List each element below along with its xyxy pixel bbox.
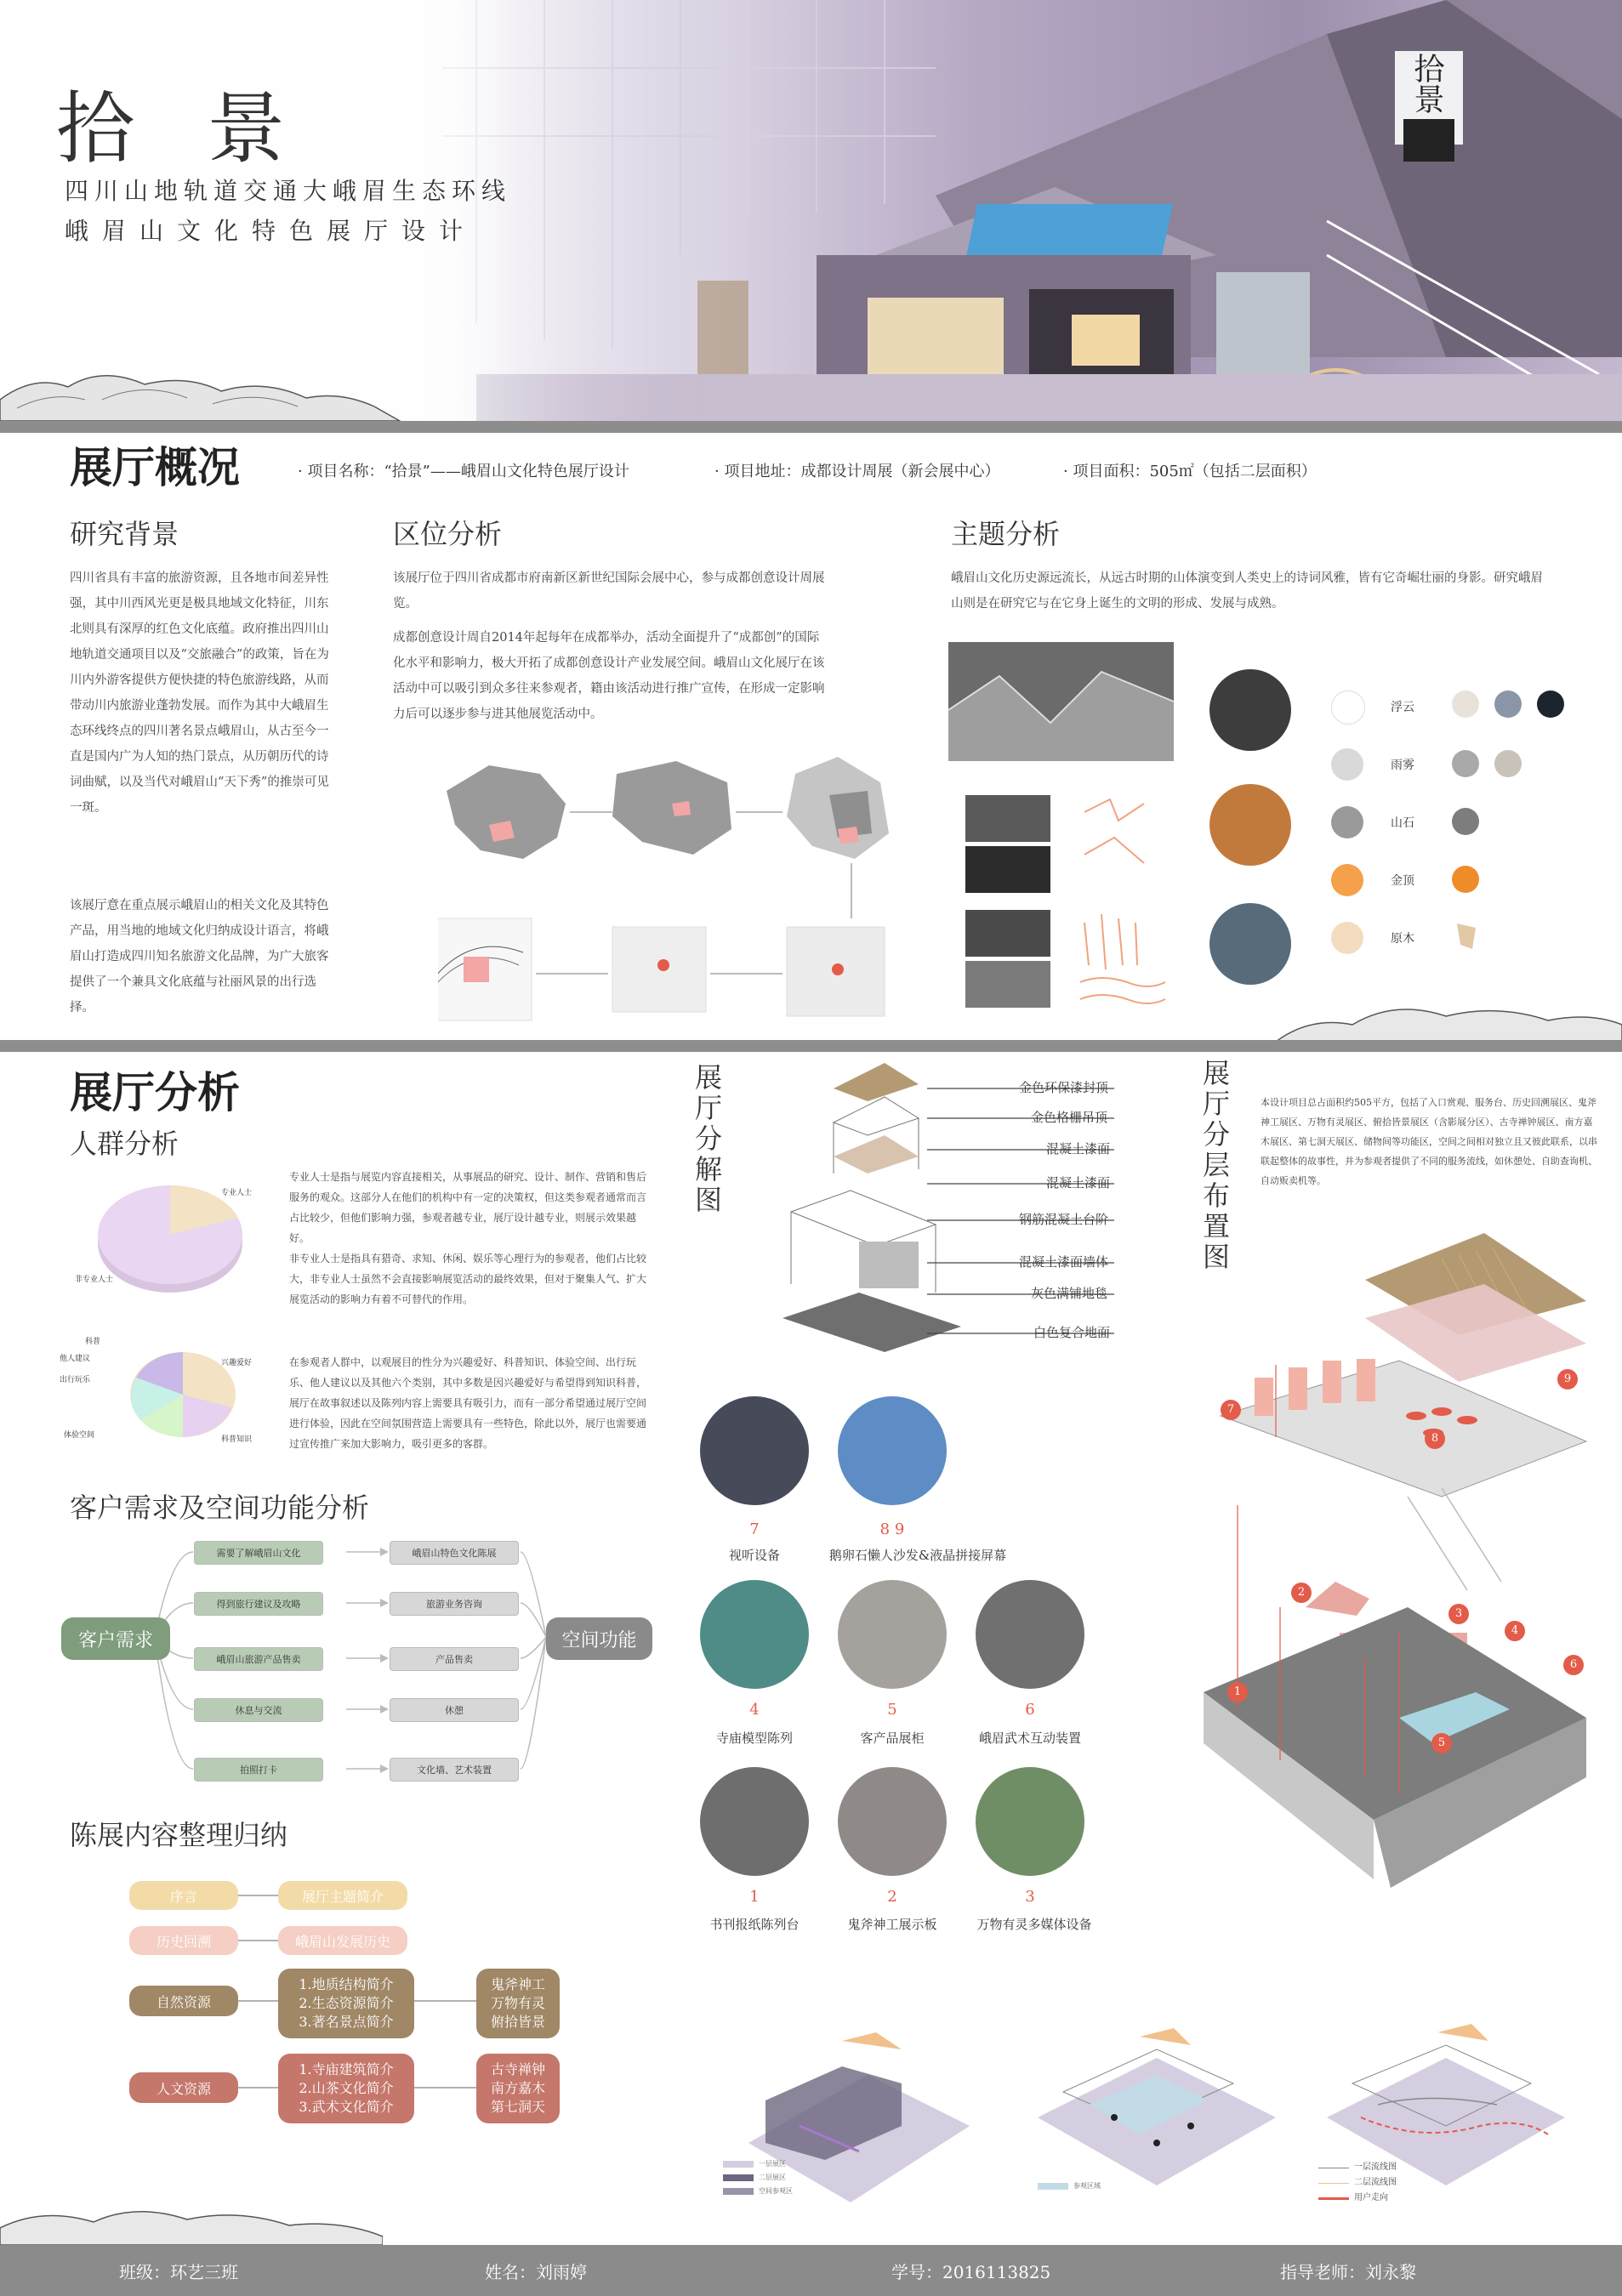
- demand-flow-lines: [61, 1535, 657, 1790]
- photo-product-cabinet: [838, 1580, 947, 1689]
- footer-student-id: 学号：2016113825: [891, 2262, 1051, 2282]
- content-connectors: [238, 1888, 485, 2117]
- content-row-1-mid: 展厅主题简介: [278, 1881, 407, 1910]
- customer-demand-node: 客户需求: [61, 1617, 170, 1660]
- crowd-text-2: 非专业人士是指具有猎奇、求知、休闲、娱乐等心理行为的参观者，他们占比较大，非专业人士虽然不会直接影响展览活动的最终效果，但对于聚集人气、扩大展览活动的影响力有着不可替代的作用。: [289, 1253, 647, 1305]
- device-label-1: 书刊报纸陈列台: [709, 1917, 800, 1932]
- space-function-node: 空间功能: [546, 1617, 652, 1660]
- function-chip-2: 旅游业务咨询: [390, 1592, 519, 1616]
- research-text-1: 四川省具有丰富的旅游资源，且各地市间差异性强，其中川西风光更是极具地域文化特征，川东北则具有深厚的红色文化底蕴。政府推出四川山地轨道交通项目以及“交旅融合”的政策，旨在为川内外游客提供方便快捷的特色旅游线路，从而带动川内旅游业蓬勃发展。而作为其中大峨眉生态环线终点的四川著名景点峨眉山，从古至今一直是国内广为人知的热门景点，从历朝历代的诗词曲赋，以及当代对峨眉山“天下秀”的推崇可见一斑。: [70, 571, 329, 815]
- theme-heading: 主题分析: [951, 518, 1061, 550]
- location-maps: [438, 757, 897, 1029]
- pie2-label-3: 体验空间: [64, 1431, 95, 1440]
- hero-banner: [0, 0, 1622, 421]
- footer-teacher: 指导老师：刘永黎: [1280, 2262, 1416, 2282]
- swatch-golden-summit: [1331, 864, 1363, 896]
- photo-newspaper-stand: [700, 1767, 809, 1876]
- divider-bar-2: [0, 1040, 1622, 1052]
- flow-legend-b: [1038, 2181, 1101, 2191]
- device-label-4: 寺庙模型陈列: [715, 1731, 793, 1746]
- pie-chart-professional: [89, 1174, 285, 1310]
- chengdu-highlight: [672, 801, 691, 816]
- layered-axonometric: [1187, 1233, 1603, 1896]
- device-label-5: 客产品展柜: [860, 1731, 925, 1746]
- photo-display-board: [838, 1767, 947, 1876]
- divider-bar: [0, 421, 1622, 433]
- layout-marker-1-label: 1: [1233, 1685, 1242, 1698]
- legend-label-wood: 原木: [1391, 932, 1414, 946]
- project-name: · 项目名称：“拾景”——峨眉山文化特色展厅设计: [298, 463, 629, 480]
- mountain-ornament-right: [1276, 991, 1622, 1042]
- photo-sofa-screen: [838, 1396, 947, 1505]
- explode-label-5: 钢筋混凝土台阶: [1019, 1212, 1109, 1227]
- device-num-8-9: 8 9: [879, 1520, 905, 1538]
- demand-chip-2: 得到旅行建议及攻略: [194, 1592, 323, 1616]
- project-site: · 项目地址：成都设计周展（新会展中心）: [714, 463, 1000, 480]
- device-num-4: 4: [749, 1701, 760, 1719]
- footer-bar: [0, 2245, 1622, 2296]
- flow-legend-a: [723, 2157, 793, 2198]
- layout-text: 本设计项目总占面积约505平方，包括了入口赏观、服务台、历史回溯展区、鬼斧神工展区、万物有灵展区、俯拾皆景展区（含影展分区）、古寺禅钟展区、南方嘉木展区、第七洞天展区、储物间等功能区，空间之间相对独立且又彼此联系，以串联起整体的故事性，并为参观者提供了不同的服务流线，如休憩处、自助查询机、自动贩卖机等。: [1261, 1097, 1597, 1186]
- explode-label-2: 金色格栅吊顶: [1031, 1110, 1108, 1125]
- crowd-text-1: 专业人士是指与展览内容直接相关，从事展品的研究、设计、制作、营销和售后服务的观众。这部分人在他们的机构中有一定的决策权，但这类参观者通常而言占比较少，但他们影响力强，参观者越专业，展厅设计越专业，则展示效果越好。: [289, 1171, 647, 1244]
- function-chip-5: 文化墙、艺术装置: [390, 1758, 519, 1782]
- content-row-2-mid: 峨眉山发展历史: [278, 1926, 407, 1955]
- legend-label-golden-summit: 金顶: [1391, 874, 1414, 888]
- flow-legend-a-2: 二层展区: [759, 2174, 786, 2181]
- explode-label-4: 混凝土漆面: [1046, 1175, 1111, 1191]
- overview-heading: 展厅概况: [70, 442, 240, 492]
- hall-analysis-heading: 展厅分析: [70, 1067, 240, 1117]
- crowd-text-3: 在参观者人群中，以观展目的性分为兴趣爱好、科普知识、体验空间、出行玩乐、他人建议以及其他六个类别，其中多数是因兴趣爱好与希望得到知识科普，展厅在故事叙述以及陈列内容上需要具有吸引力，而有一部分希望通过展厅空间进行体验，因此在空间氛围营造上需要具有一些特色，除此以外，展厅也需要通过宣传推广来加大影响力，吸引更多的客群。: [289, 1356, 647, 1450]
- demand-chip-3: 峨眉山旅游产品售卖: [194, 1647, 323, 1671]
- demand-chip-5: 拍照打卡: [194, 1758, 323, 1782]
- device-label-7: 视听设备: [728, 1548, 780, 1563]
- location-heading: 区位分析: [393, 518, 503, 550]
- subtitle-line-2: 峨眉山文化特色展厅设计: [65, 217, 477, 245]
- nature-resource-mid: 1.地质结构简介 2.生态资源简介 3.著名景点简介: [278, 1969, 414, 2038]
- flow-legend-c-3: 用户走向: [1354, 2193, 1388, 2202]
- photo-av-device: [700, 1396, 809, 1505]
- layout-title: 展厅分层布置图: [1198, 1059, 1231, 1273]
- material-swatches: [1450, 685, 1586, 958]
- pie2-label-5: 科普知识: [221, 1435, 253, 1444]
- legend-label-mist: 雨雾: [1391, 759, 1414, 772]
- legend-label-cloud: 浮云: [1391, 701, 1414, 714]
- device-num-7: 7: [749, 1520, 760, 1538]
- pie2-label-2: 出行玩乐: [60, 1376, 91, 1384]
- layout-marker-8-label: 8: [1431, 1432, 1439, 1445]
- swatch-wood: [1331, 922, 1363, 954]
- research-text-2: 该展厅意在重点展示峨眉山的相关文化及其特色产品，用当地的地域文化归纳成设计语言，将峨眉山打造成四川知名旅游文化品牌，为广大旅客提供了一个兼具文化底蕴与社丽风景的出行选择。: [70, 899, 329, 1014]
- flow-legend-c-1: 一层流线图: [1354, 2162, 1397, 2172]
- explode-title: 展厅分解图: [691, 1063, 723, 1216]
- pie2-label-0: 科普: [85, 1338, 101, 1346]
- photo-martial-device: [976, 1580, 1084, 1689]
- subtitle-line-1: 四川山地轨道交通大峨眉生态环线: [65, 177, 512, 205]
- pie1-label-pro: 专业人士: [221, 1189, 253, 1197]
- explode-label-8: 白色复合地面: [1033, 1325, 1111, 1340]
- legend-label-rock: 山石: [1391, 816, 1414, 830]
- location-text-1: 该展厅位于四川省成都市府南新区新世纪国际会展中心，参与成都创意设计周展览。: [393, 571, 825, 611]
- page-title: 拾 景: [56, 83, 310, 174]
- swatch-mist: [1331, 748, 1363, 781]
- pie1-label-nonpro: 非专业人士: [75, 1276, 114, 1284]
- building-sign-text: 拾景: [1409, 53, 1444, 114]
- device-label-6: 峨眉武术互动装置: [978, 1731, 1081, 1746]
- device-num-1: 1: [749, 1888, 760, 1906]
- flow-legend-c: [1318, 2160, 1397, 2206]
- flow-diagrams: [714, 2024, 1616, 2236]
- demand-heading: 客户需求及空间功能分析: [70, 1492, 370, 1524]
- demand-chip-1: 需要了解峨眉山文化: [194, 1541, 323, 1565]
- explode-label-7: 灰色满铺地毯: [1031, 1286, 1108, 1301]
- layout-marker-4-label: 4: [1511, 1624, 1519, 1637]
- content-row-2-left: 历史回溯: [129, 1926, 238, 1955]
- crowd-heading: 人群分析: [70, 1128, 179, 1160]
- footer-class: 班级：环艺三班: [119, 2262, 238, 2282]
- swatch-cloud: [1331, 691, 1365, 725]
- layout-marker-2-label: 2: [1297, 1586, 1306, 1599]
- photo-temple-model: [700, 1580, 809, 1689]
- device-num-6: 6: [1025, 1701, 1035, 1719]
- hero-render-image: [0, 0, 1622, 421]
- explode-label-6: 混凝土漆面墙体: [1019, 1254, 1109, 1270]
- content-row-1-left: 序言: [129, 1881, 238, 1910]
- culture-resource-right: 古寺禅钟 南方嘉木 第七洞天: [476, 2054, 560, 2123]
- nature-resource-left: 自然资源: [129, 1986, 238, 2016]
- project-area: · 项目面积：505㎡（包括二层面积）: [1063, 463, 1317, 480]
- photo-multimedia: [976, 1767, 1084, 1876]
- footer-name: 姓名：刘雨婷: [485, 2262, 587, 2282]
- pie2-label-4: 兴趣爱好: [221, 1359, 253, 1367]
- china-map-shape: [447, 765, 566, 859]
- pie2-label-1: 他人建议: [60, 1355, 91, 1363]
- explode-label-1: 金色环保漆封顶: [1019, 1080, 1109, 1095]
- function-chip-1: 峨眉山特色文化陈展: [390, 1541, 519, 1565]
- device-label-8-9: 鹅卵石懒人沙发&液晶拼接屏幕: [828, 1548, 1007, 1563]
- layout-marker-6-label: 6: [1569, 1658, 1578, 1671]
- device-num-3: 3: [1025, 1888, 1035, 1906]
- device-num-5: 5: [887, 1701, 897, 1719]
- research-heading: 研究背景: [70, 518, 179, 550]
- nature-resource-right: 鬼斧神工 万物有灵 俯拾皆景: [476, 1969, 560, 2038]
- layout-marker-5-label: 5: [1437, 1736, 1446, 1749]
- device-num-2: 2: [887, 1888, 897, 1906]
- swatch-rock: [1331, 806, 1363, 838]
- flow-legend-a-3: 空间参观区: [759, 2187, 793, 2195]
- flow-legend-b-1: 参观区域: [1073, 2182, 1101, 2190]
- location-text-2: 成都创意设计周自2014年起每年在成都举办，活动全面提升了“成都创”的国际化水平和影响力，极大开拓了成都创意设计产业发展空间。峨眉山文化展厅在该活动中可以吸引到众多往来参观者，籍由该活动进行推广宣传，在形成一定影响力后可以逐步参与进其他展览活动中。: [393, 631, 825, 721]
- explode-label-3: 混凝土漆面: [1046, 1141, 1111, 1157]
- function-chip-4: 休憩: [390, 1698, 519, 1722]
- device-label-2: 鬼斧神工展示板: [847, 1917, 937, 1932]
- culture-resource-mid: 1.寺庙建筑简介 2.山茶文化简介 3.武术文化简介: [278, 2054, 414, 2123]
- demand-chip-4: 休息与交流: [194, 1698, 323, 1722]
- function-chip-3: 产品售卖: [390, 1647, 519, 1671]
- layout-marker-9-label: 9: [1563, 1372, 1572, 1385]
- flow-legend-a-1: 一层展区: [759, 2160, 786, 2168]
- theme-text: 峨眉山文化历史源远流长，从远古时期的山体演变到人类史上的诗词风雅，皆有它奇崛壮丽的身影。研究峨眉山则是在研究它与在它身上诞生的文明的形成、发展与成熟。: [951, 571, 1543, 611]
- sichuan-map-shape: [612, 761, 731, 855]
- flow-legend-c-2: 二层流线图: [1354, 2178, 1397, 2187]
- device-label-3: 万物有灵多媒体设备: [976, 1917, 1092, 1932]
- content-heading: 陈展内容整理归纳: [70, 1819, 288, 1851]
- layout-marker-3-label: 3: [1454, 1607, 1463, 1620]
- culture-resource-left: 人文资源: [129, 2072, 238, 2103]
- mountain-ornament-left: [0, 2198, 383, 2245]
- layout-marker-7-label: 7: [1226, 1403, 1235, 1416]
